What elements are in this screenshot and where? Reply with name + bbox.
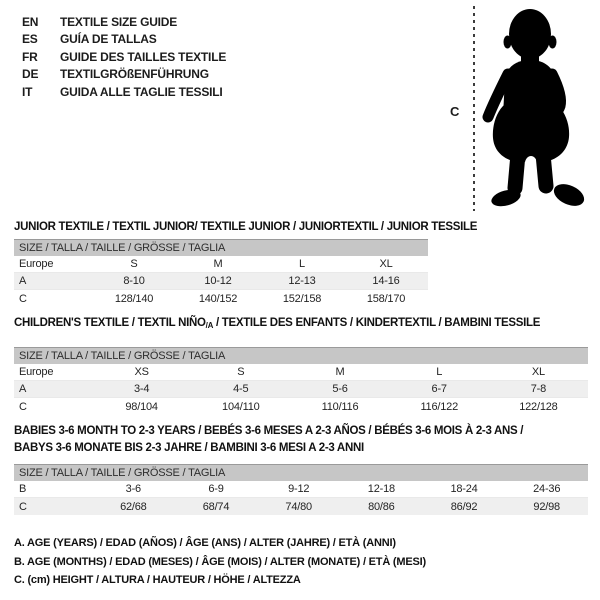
table-row (14, 256, 428, 273)
size-cell: 110/116 (321, 400, 359, 413)
table-row (14, 498, 588, 515)
size-cell: M (335, 366, 345, 378)
row-label: Europe (19, 258, 54, 270)
size-cell: 122/128 (519, 400, 558, 413)
table-row (14, 481, 588, 498)
size-cell: 140/152 (198, 292, 238, 305)
size-cell: 6-9 (208, 483, 224, 495)
size-cell: 104/110 (222, 400, 260, 413)
section-title-children-subscript: /A (205, 321, 214, 330)
size-cell: 74/80 (285, 500, 312, 513)
size-cell: 116/122 (420, 400, 458, 413)
section-title-babies-line2: BABYS 3-6 MONATE BIS 2-3 JAHRE / BAMBINI 3-6 MESI A 2-3 ANNI (14, 441, 364, 454)
language-code: EN (22, 14, 39, 29)
section-title-children-prefix: CHILDREN'S TEXTILE / TEXTIL NIÑO (14, 317, 206, 329)
language-list (22, 13, 226, 101)
section-title-children (14, 317, 540, 330)
size-cell: 158/170 (366, 292, 406, 305)
language-title: TEXTILGRÖßENFÜHRUNG (60, 67, 209, 82)
row-label: B (19, 483, 27, 495)
size-cell: 12-13 (288, 275, 316, 287)
baby-silhouette-icon (480, 2, 596, 212)
legend-line-b: B. AGE (MONTHS) / EDAD (MESES) / ÂGE (MOIS) / ALTER (MONATE) / ETÀ (MESI) (14, 555, 426, 568)
size-cell: 62/68 (120, 500, 147, 513)
size-cell: 152/158 (282, 292, 322, 305)
table-row (14, 398, 588, 415)
size-cell: XL (531, 366, 545, 378)
row-label: C (19, 400, 27, 413)
size-table-junior (14, 239, 428, 307)
size-cell: 5-6 (332, 383, 348, 395)
size-cell: 4-5 (233, 383, 249, 395)
size-cell: S (237, 366, 245, 378)
language-row (22, 31, 226, 49)
language-row (22, 48, 226, 66)
legend-line-c: C. (cm) HEIGHT / ALTURA / HAUTEUR / HÖHE / ALTEZZA (14, 574, 301, 586)
size-cell: 14-16 (372, 275, 400, 287)
size-cell: 3-6 (125, 483, 141, 495)
size-cell: S (130, 258, 138, 270)
row-label: C (19, 292, 27, 305)
table-row (14, 381, 588, 398)
size-cell: L (436, 366, 443, 378)
table-row (14, 273, 428, 290)
size-cell: 86/92 (450, 500, 478, 513)
size-cell: 10-12 (204, 275, 232, 287)
size-cell: 92/98 (533, 500, 560, 513)
size-table-header: SIZE / TALLA / TAILLE / GRÖSSE / TAGLIA (14, 464, 588, 481)
size-cell: 9-12 (288, 483, 310, 495)
row-label: Europe (19, 366, 54, 378)
size-cell: 80/86 (368, 500, 395, 513)
size-cell: 98/104 (125, 400, 158, 413)
section-title-babies (14, 423, 523, 456)
size-table-header: SIZE / TALLA / TAILLE / GRÖSSE / TAGLIA (14, 239, 428, 256)
legend-line-a: A. AGE (YEARS) / EDAD (AÑOS) / ÂGE (ANS) / ALTER (JAHRE) / ETÀ (ANNI) (14, 537, 396, 549)
size-cell: M (213, 258, 223, 270)
size-table-children (14, 347, 588, 415)
size-cell: 8-10 (123, 275, 145, 287)
size-cell: 6-7 (431, 383, 447, 395)
row-label: A (19, 383, 27, 395)
size-cell: L (299, 258, 305, 270)
table-row (14, 364, 588, 381)
table-row (14, 290, 428, 307)
section-title-junior: JUNIOR TEXTILE / TEXTIL JUNIOR/ TEXTILE JUNIOR / JUNIORTEXTIL / JUNIOR TESSILE (14, 221, 478, 233)
row-label: A (19, 275, 27, 287)
language-title: GUIDE DES TAILLES TEXTILE (60, 49, 227, 64)
row-label: C (19, 500, 27, 513)
section-title-babies-line1: BABIES 3-6 MONTH TO 2-3 YEARS / BEBÉS 3-6 MESES A 2-3 AÑOS / BÉBÉS 3-6 MOIS À 2-3 ANS / (14, 425, 524, 437)
language-code: ES (22, 32, 38, 47)
legend (14, 534, 426, 590)
language-row (22, 83, 226, 101)
language-title: TEXTILE SIZE GUIDE (60, 14, 178, 29)
language-title: GUIDA ALLE TAGLIE TESSILI (60, 84, 223, 99)
language-row (22, 66, 226, 84)
height-measure-label: C (450, 104, 460, 119)
language-code: DE (22, 67, 39, 82)
size-cell: 68/74 (202, 500, 230, 513)
size-cell: XL (379, 258, 393, 270)
language-row (22, 13, 226, 31)
size-cell: 7-8 (530, 383, 547, 395)
language-code: FR (22, 49, 38, 64)
size-cell: XS (134, 366, 149, 378)
size-cell: 24-36 (533, 483, 561, 495)
language-title: GUÍA DE TALLAS (60, 32, 157, 47)
section-title-children-suffix: / TEXTILE DES ENFANTS / KINDERTEXTIL / BAMBINI TESSILE (213, 317, 541, 329)
size-cell: 18-24 (450, 483, 478, 495)
size-cell: 12-18 (367, 483, 395, 495)
size-cell: 3-4 (133, 383, 150, 395)
size-table-header: SIZE / TALLA / TAILLE / GRÖSSE / TAGLIA (14, 347, 588, 364)
height-dotted-line (473, 6, 475, 211)
size-table-babies (14, 464, 588, 515)
language-code: IT (22, 84, 33, 99)
size-cell: 128/140 (114, 292, 154, 305)
